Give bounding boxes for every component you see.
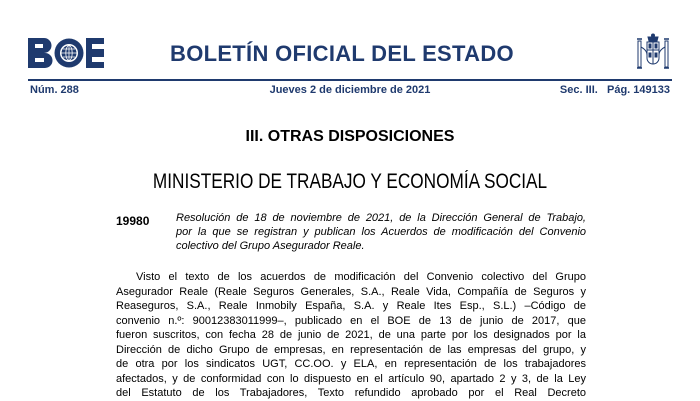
body-line: afectados, y de conformidad con lo dispuesto en el artículo 90, apartado 2 y 3, de la Ley	[116, 372, 586, 385]
ministry-heading: MINISTERIO DE TRABAJO Y ECONOMÍA SOCIAL	[152, 170, 548, 193]
section-page-text: Sec. III. Pág. 149133	[559, 84, 670, 96]
document-number: 19980	[116, 214, 150, 228]
body-line: Dirección de dicho Grupo de empresas, en representación de las empresas del grupo, y	[116, 343, 586, 356]
issue-number: Núm. 288	[30, 84, 79, 96]
body-line: de otra por los sindicatos UGT, CC.OO. y ELA, en representación de los trabajadores	[116, 358, 586, 370]
body-line: Reaseguros, S.A., Reale Inmobily España, S.A. y Reale Ites Esp., S.L.) –Código de	[116, 300, 586, 312]
body-line: del Estatuto de los Trabajadores, Texto refundido aprobado por el Real Decreto	[116, 387, 586, 399]
body-line: Visto el texto de los acuerdos de modificación del Convenio colectivo del Grupo	[136, 271, 586, 283]
body-line: convenio n.º: 90012383011999–, publicado en el BOE de 13 de junio de 2017, que	[116, 314, 586, 327]
section-page	[560, 84, 670, 96]
resolution-title	[176, 211, 586, 253]
coat-of-arms-icon	[634, 33, 672, 73]
resolution-line: por la que se registran y publican los Acuerdos de modificación del Convenio	[176, 226, 586, 238]
boe-logo-icon	[28, 38, 104, 68]
page-title: BOLETÍN OFICIAL DEL ESTADO	[170, 41, 514, 66]
resolution-line: Resolución de 18 de noviembre de 2021, de la Dirección General de Trabajo,	[176, 212, 586, 224]
issue-date: Jueves 2 de diciembre de 2021	[269, 84, 431, 96]
resolution-line: colectivo del Grupo Asegurador Reale.	[176, 240, 365, 252]
body-line: Asegurador Reale (Reale Seguros Generales, S.A., Reale Vida, Compañía de Seguros y	[116, 285, 586, 298]
header-rule	[28, 79, 672, 81]
section-heading: III. OTRAS DISPOSICIONES	[245, 128, 455, 145]
body-paragraph	[116, 270, 586, 401]
body-line: fueron suscritos, con fecha 28 de junio de 2021, de una parte por los designados por la	[116, 329, 586, 341]
